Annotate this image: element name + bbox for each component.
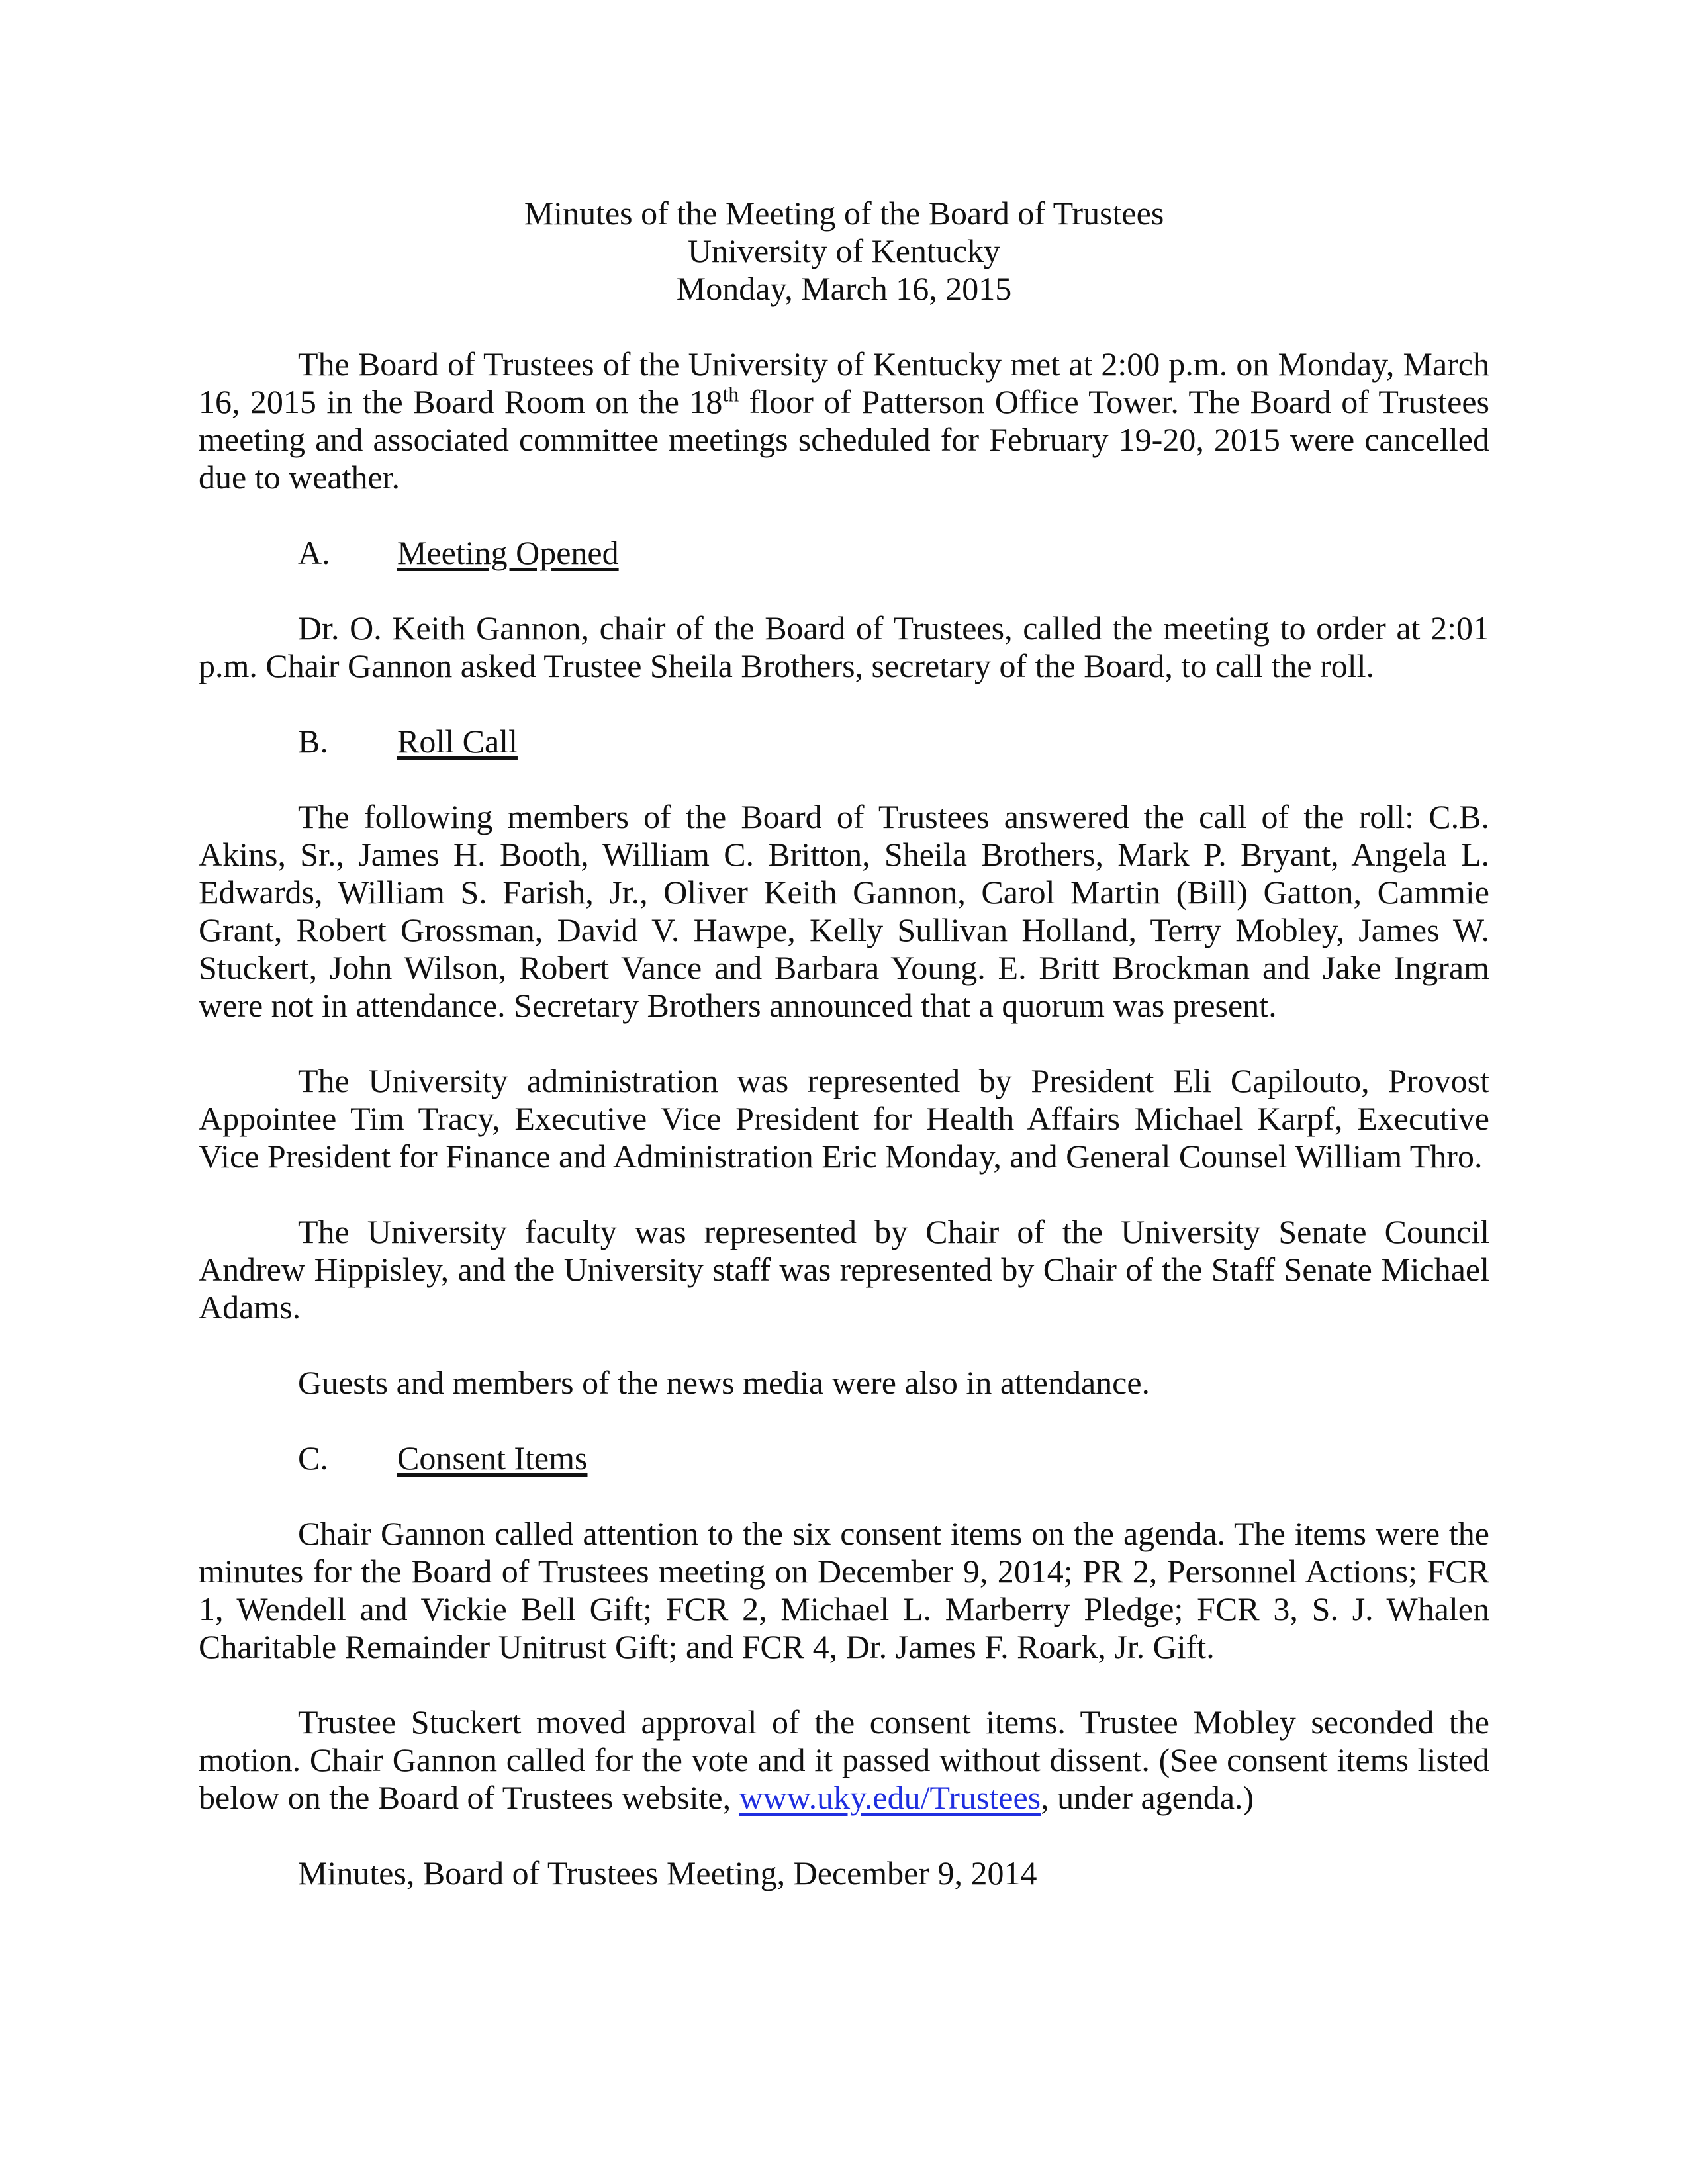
meeting-date: Monday, March 16, 2015 [676, 270, 1012, 307]
ordinal-superscript: th [722, 382, 739, 406]
motion-paragraph [199, 1704, 1489, 1817]
section-heading-consent-items [199, 1439, 1489, 1477]
motion-text-part2: , under agenda.) [1041, 1779, 1254, 1816]
section-title: Roll Call [397, 723, 518, 760]
faculty-staff-paragraph: The University faculty was represented by Chair of the University Senate Council Andrew Hippisley, and the University staff was represented by Chair of the Staff Senate Michael Adams. [199, 1213, 1489, 1326]
section-title: Meeting Opened [397, 534, 619, 571]
section-heading-meeting-opened [199, 534, 1489, 572]
intro-paragraph [199, 345, 1489, 496]
trustees-website-link[interactable]: www.uky.edu/Trustees [739, 1779, 1041, 1816]
section-letter: C. [298, 1439, 328, 1477]
roll-call-members-paragraph: The following members of the Board of Trustees answered the call of the roll: C.B. Akins, Sr., James H. Booth, William C. Britton, Sheila Brothers, Mark P. Bryant, Angela L. Edwards, William S. Farish, Jr., Oliver Keith Gannon, Carol Martin (Bill) Gatton, Cammie Grant, Robert Grossman, David V. Hawpe, Kelly Sullivan Holland, Terry Mobley, James W. Stuckert, John Wilson, Robert Vance and Barbara Young. E. Britt Brockman and Jake Ingram were not in attendance. Secretary Brothers announced that a quorum was present. [199, 798, 1489, 1024]
intro-text-part1: The Board of Trustees of the University of Kentucky met at 2:00 p.m. on Monday, March 16, 2015 in the Board Room on the 18 [199, 345, 1489, 420]
document-title: Minutes of the Meeting of the Board of Trustees [524, 195, 1164, 232]
section-letter: B. [298, 723, 328, 760]
consent-items-paragraph: Chair Gannon called attention to the six consent items on the agenda. The items were the minutes for the Board of Trustees meeting on December 9, 2014; PR 2, Personnel Actions; FCR 1, Wendell and Vickie Bell Gift; FCR 2, Michael L. Marberry Pledge; FCR 3, S. J. Whalen Charitable Remainder Unitrust Gift; and FCR 4, Dr. James F. Roark, Jr. Gift. [199, 1515, 1489, 1665]
administration-paragraph: The University administration was represented by President Eli Capilouto, Provost Appointee Tim Tracy, Executive Vice President for Health Affairs Michael Karpf, Executive Vice President for Finance and Administration Eric Monday, and General Counsel William Thro. [199, 1062, 1489, 1175]
minutes-item-line: Minutes, Board of Trustees Meeting, December 9, 2014 [298, 1854, 1037, 1891]
institution-name: University of Kentucky [687, 232, 1001, 269]
meeting-opened-paragraph: Dr. O. Keith Gannon, chair of the Board of Trustees, called the meeting to order at 2:01 p.m. Chair Gannon asked Trustee Sheila Brothers, secretary of the Board, to call the roll. [199, 610, 1489, 684]
section-letter: A. [298, 534, 330, 571]
document-body [199, 195, 1489, 1930]
section-title: Consent Items [397, 1439, 588, 1477]
guests-paragraph: Guests and members of the news media were also in attendance. [298, 1364, 1150, 1401]
section-heading-roll-call [199, 723, 1489, 760]
motion-text-part1: Trustee Stuckert moved approval of the consent items. Trustee Mobley seconded the motion. Chair Gannon called for the vote and it passed without dissent. (See consent items listed below on the Board of Trustees website, [199, 1704, 1489, 1816]
document-header [199, 195, 1489, 308]
intro-text-part2: floor of Patterson Office Tower. The Board of Trustees meeting and associated committee meetings scheduled for February 19-20, 2015 were cancelled due to weather. [199, 383, 1490, 496]
